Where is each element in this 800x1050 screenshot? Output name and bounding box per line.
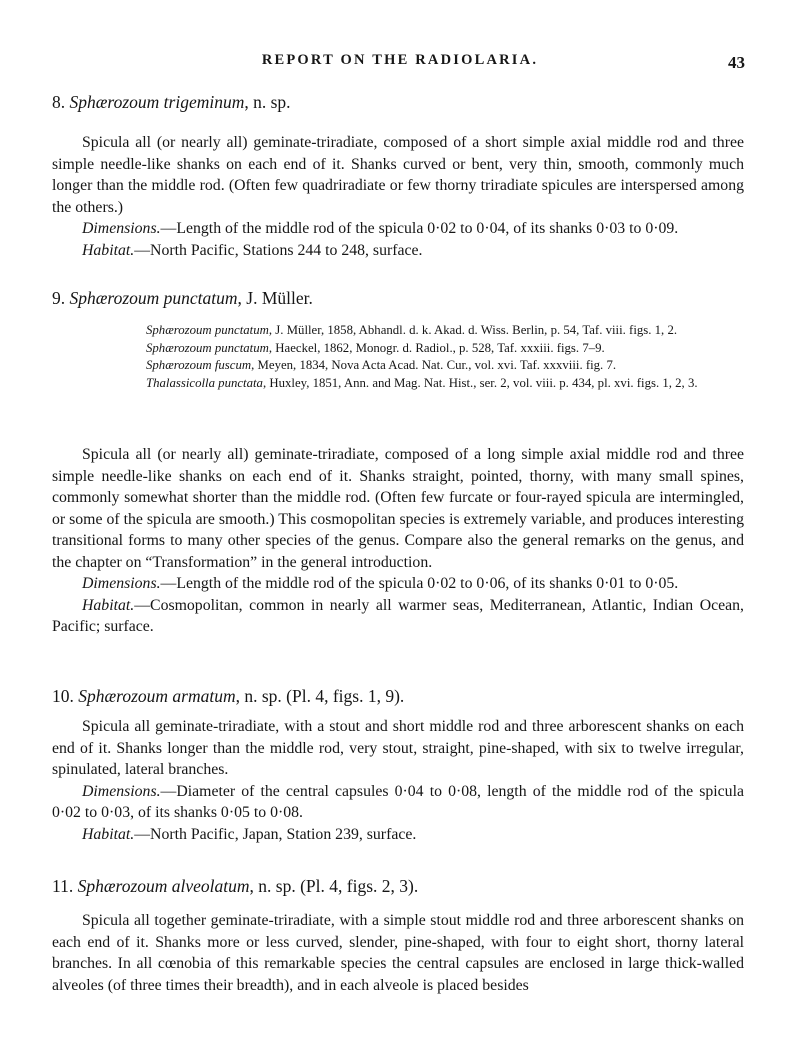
species-10-habitat — [52, 824, 744, 846]
species-9-body — [52, 444, 744, 638]
dimensions-text: —Length of the middle rod of the spicula 0·02 to 0·04, of its shanks 0·03 to 0·09. — [160, 220, 679, 237]
species-10-body — [52, 716, 744, 845]
dimensions-label: Dimensions. — [82, 782, 161, 800]
species-number: 11. — [52, 876, 74, 896]
habitat-text: —North Pacific, Japan, Station 239, surface. — [134, 825, 417, 843]
species-author: , n. sp. — [244, 92, 291, 112]
species-name: Sphærozoum armatum — [78, 686, 236, 706]
species-8-description: Spicula all (or nearly all) geminate-triradiate, composed of a short simple axial middle rod and three simple needle-like shanks on each end of it. Shanks curved or bent, very thin, smooth, commonly much longer than the middle rod. (Often few quadriradiate or few thorny triradiate spicules are interspersed among the others.) — [52, 134, 744, 216]
species-name: Sphærozoum punctatum — [69, 288, 238, 308]
species-9-heading — [52, 288, 744, 309]
reference-text: , Huxley, 1851, Ann. and Mag. Nat. Hist., ser. 2, vol. viii. p. 434, pl. xvi. figs. 1, 2, 3. — [262, 375, 698, 390]
habitat-text: —Cosmopolitan, common in nearly all warmer seas, Mediterranean, Atlantic, Indian Ocean, Pacific; surface. — [52, 596, 744, 635]
species-8-habitat — [52, 240, 744, 262]
species-11-description: Spicula all together geminate-triradiate, with a simple stout middle rod and three arborescent shanks on each end of it. Shanks more or less curved, slender, pine-shaped, with four to eight short, thorny lateral branches. In all cœnobia of this remarkable species the central capsules are enclosed in large thick-walled alveoles (of three times their breadth), and in each alveole is placed besides — [52, 912, 744, 994]
page-number: 43 — [728, 53, 745, 72]
reference-item — [146, 357, 746, 375]
reference-name: Sphærozoum punctatum — [146, 323, 269, 337]
species-11-body — [52, 910, 744, 996]
reference-item — [146, 340, 746, 358]
species-number: 8. — [52, 92, 66, 112]
species-9-references — [146, 322, 746, 392]
species-author: , n. sp. (Pl. 4, figs. 2, 3). — [249, 876, 419, 896]
species-11-heading — [52, 876, 744, 897]
running-title: REPORT ON THE RADIOLARIA. — [261, 52, 539, 68]
species-name: Sphærozoum trigeminum — [69, 92, 245, 112]
species-author: , n. sp. (Pl. 4, figs. 1, 9). — [235, 686, 405, 706]
dimensions-label: Dimensions. — [82, 220, 161, 237]
habitat-label: Habitat. — [82, 596, 135, 614]
reference-item — [146, 322, 746, 340]
species-9-habitat — [52, 595, 744, 638]
species-number: 9. — [52, 288, 66, 308]
species-10-dimensions — [52, 781, 744, 824]
dimensions-text: —Diameter of the central capsules 0·04 to 0·08, length of the middle rod of the spicula 0·02 to 0·03, of its shanks 0·05 to 0·08. — [52, 782, 744, 821]
reference-text: , Haeckel, 1862, Monogr. d. Radiol., p. 528, Taf. xxxiii. figs. 7–9. — [268, 340, 605, 355]
species-10-description: Spicula all geminate-triradiate, with a stout and short middle rod and three arborescent shanks on each end of it. Shanks longer than the middle rod, very stout, straight, pine-shaped, with six to twelve irregular, spinulated, lateral branches. — [52, 718, 744, 778]
reference-name: Thalassicolla punctata — [146, 375, 263, 390]
species-8-dimensions — [52, 218, 744, 240]
habitat-label: Habitat. — [82, 241, 135, 259]
dimensions-text: —Length of the middle rod of the spicula 0·02 to 0·06, of its shanks 0·01 to 0·05. — [160, 575, 679, 592]
species-number: 10. — [52, 686, 74, 706]
reference-name: Sphærozoum punctatum — [146, 340, 269, 355]
species-9-description: Spicula all (or nearly all) geminate-triradiate, composed of a long simple axial middle rod and three simple needle-like shanks on each end of it. Shanks straight, pointed, thorny, with many small spines, commonly somewhat shorter than the middle rod. (Often few furcate or four-rayed spicula are intermingled, or some of the spicula are smooth.) This cosmopolitan species is extremely variable, and produces interesting transitional forms to many other species of the genus. Compare also the general remarks on the genus, and the chapter on “Transformation” in the general introduction. — [52, 446, 744, 571]
reference-text: , J. Müller, 1858, Abhandl. d. k. Akad. d. Wiss. Berlin, p. 54, Taf. viii. figs. 1, 2. — [268, 323, 678, 337]
habitat-label: Habitat. — [82, 825, 135, 843]
reference-text: , Meyen, 1834, Nova Acta Acad. Nat. Cur., vol. xvi. Taf. xxxviii. fig. 7. — [251, 358, 617, 372]
reference-name: Sphærozoum fuscum — [146, 358, 252, 372]
species-8-heading — [52, 92, 744, 113]
species-8-body — [52, 132, 744, 261]
species-10-heading — [52, 686, 744, 707]
species-author: , J. Müller. — [237, 288, 313, 308]
dimensions-label: Dimensions. — [82, 575, 161, 592]
species-name: Sphærozoum alveolatum — [77, 876, 250, 896]
habitat-text: —North Pacific, Stations 244 to 248, surface. — [134, 241, 423, 259]
reference-item — [146, 375, 746, 393]
species-9-dimensions — [52, 573, 744, 595]
